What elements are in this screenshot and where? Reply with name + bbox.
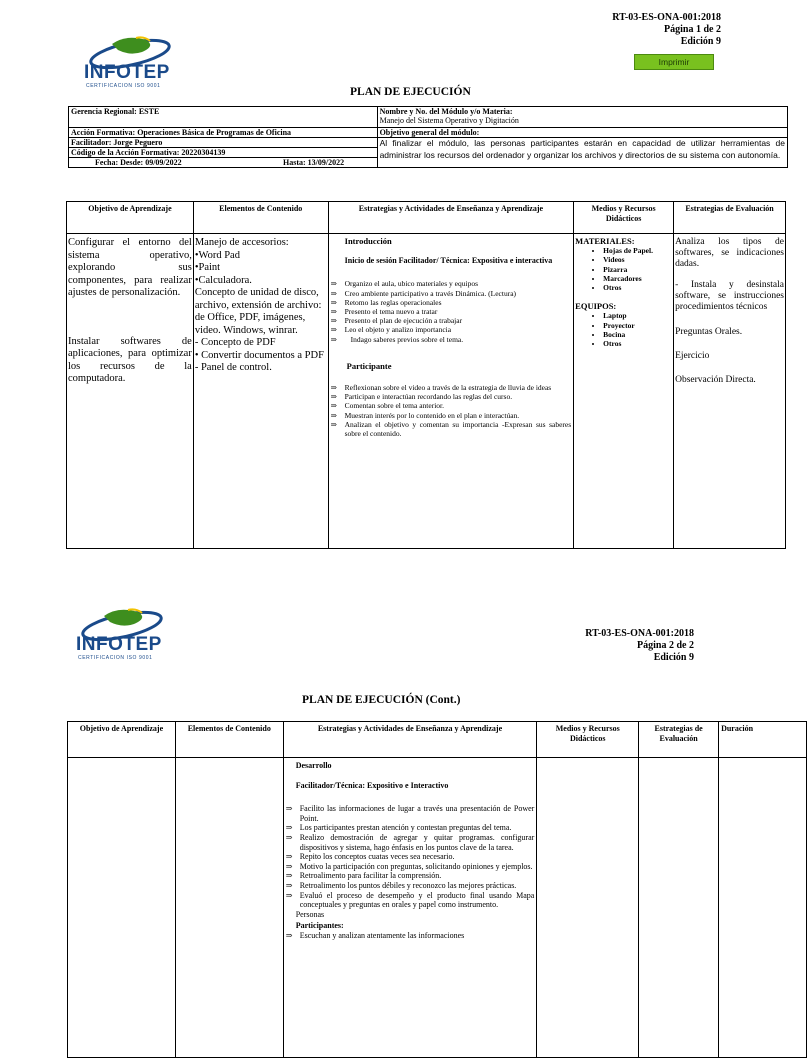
list-item: ⇒ Evaluó el proceso de desempeño y el producto final usando Mapa conceptuales y preguntas en orales y papel como instrumento. [286, 891, 535, 910]
evaluacion-item: Analiza los tipos de softwares, se indicaciones dadas. [675, 237, 784, 269]
fac-title: Facilitador/Técnica: Expositivo e Interactivo [295, 780, 449, 790]
elemento-item: •Word Pad [194, 249, 240, 261]
modulo-value: Manejo del Sistema Operativo y Digitación [379, 116, 519, 125]
modulo-cell [377, 107, 787, 128]
list-item: ⇒ Facilito las informaciones de lugar a través una presentación de Power Point. [286, 804, 535, 823]
list-item: • Otros [603, 283, 672, 292]
list-item: ⇒ Reflexionan sobre el video a través de la estrategia de lluvia de ideas [331, 383, 572, 392]
elemento-item: • Convertir documentos a PDF [194, 349, 324, 361]
codigo-cell: Código de la Acción Formativa: 20220304139 [69, 148, 378, 158]
header-estrategias: Estrategias y Actividades de Enseñanza y Aprendizaje [283, 722, 537, 758]
edition: Edición 9 [680, 36, 721, 47]
facilitador-list [331, 279, 572, 343]
header-objetivo: Objetivo de Aprendizaje [67, 202, 194, 234]
participantes-label: Participantes: [295, 921, 344, 931]
edition: Edición 9 [653, 652, 694, 663]
doc-code: RT-03-ES-ONA-001:2018 [612, 12, 721, 23]
participante-heading: Participante [346, 360, 392, 371]
evaluacion-item: - Instala y desinstala software, se instrucciones procedimientos técnicos [675, 280, 784, 312]
inicio-heading: Inicio de sesión Facilitador/ Técnica: Expositiva e interactiva [344, 256, 553, 266]
logo-text: INFOTEP [84, 62, 170, 83]
elementos-cell [193, 234, 328, 549]
elemento-item: Concepto de unidad de disco, archivo, extensión de archivo: de Office, PDF, imágenes, video. Windows, winrar. [194, 287, 322, 336]
participante-list [331, 383, 572, 438]
header-estrategias: Estrategias y Actividades de Enseñanza y Aprendizaje [328, 202, 574, 234]
objetivo-1: Configurar el entorno del sistema operativo, explorando sus componentes, para realizar ajustes de personalización. [68, 237, 192, 298]
list-item: ⇒ Presento el plan de ejecución a trabajar [331, 316, 572, 325]
page-number: Página 2 de 2 [637, 640, 694, 651]
elemento-item: - Concepto de PDF [194, 337, 276, 348]
list-item: • Hojas de Papel. [603, 246, 672, 255]
duracion-cell-empty [719, 758, 807, 1058]
list-item: ⇒ Retomo las reglas operacionales [331, 298, 572, 307]
fecha-cell [69, 158, 378, 168]
doc-header-page2 [585, 628, 694, 664]
infotep-logo-page2 [76, 604, 166, 664]
estrategias-cell [328, 234, 574, 549]
desarrollo-list [286, 804, 535, 910]
objetivo-label: Objetivo general del módulo: [377, 128, 787, 138]
elemento-item: •Paint [194, 262, 221, 273]
objetivo-cell-empty [68, 758, 176, 1058]
logo-text: INFOTEP [76, 634, 162, 655]
list-item: ⇒ Retroalimento los puntos débiles y reconozco las mejores prácticas. [286, 881, 535, 891]
elementos-cell-empty [175, 758, 283, 1058]
materiales-label: MATERIALES: [575, 236, 635, 246]
info-table [68, 106, 788, 168]
list-item: ⇒ Leo el objeto y analizo importancia [331, 325, 572, 334]
list-item: ⇒ Motivo la participación con preguntas, solicitando opiniones y ejemplos. [286, 862, 535, 872]
fecha-hasta: Hasta: 13/09/2022 [283, 158, 345, 167]
list-item: ⇒ Indago saberes previos sobre el tema. [331, 335, 572, 344]
list-item: ⇒ Participan e interactúan recordando las reglas del curso. [331, 392, 572, 401]
objetivo-text: Al finalizar el módulo, las personas participantes estarán en capacidad de utilizar herramientas de administrar los recursos del ordenador y organizar los archivos y directorios de su sistema con autonomía. [377, 138, 787, 168]
list-item: ⇒ Escuchan y analizan atentamente las informaciones [286, 931, 535, 941]
medios-cell-empty [537, 758, 639, 1058]
medios-cell [574, 234, 674, 549]
list-item: • Laptop [603, 311, 672, 320]
print-button[interactable]: Imprimir [634, 54, 714, 70]
list-item: ⇒ Comentan sobre el tema anterior. [331, 401, 572, 410]
list-item: ⇒ Repito los conceptos cuatas veces sea necesario. [286, 852, 535, 862]
list-item: ⇒ Realizo demostración de agregar y quitar programas. configurar dispositivos y sistema, hago énfasis en los puntos clave de la tarea. [286, 833, 535, 852]
list-item: ⇒ Analizan el objetivo y comentan su importancia -Expresan sus saberes sobre el contenido. [331, 420, 572, 438]
fecha-desde: Fecha: Desde: 09/09/2022 [95, 158, 182, 167]
header-objetivo: Objetivo de Aprendizaje [68, 722, 176, 758]
list-item: • Bocina [603, 330, 672, 339]
list-item: • Marcadores [603, 274, 672, 283]
page-number: Página 1 de 2 [664, 24, 721, 35]
doc-code: RT-03-ES-ONA-001:2018 [585, 628, 694, 639]
facilitador-cell: Facilitador: Jorge Peguero [69, 138, 378, 148]
equipos-list [575, 311, 672, 348]
list-item: • Proyector [603, 321, 672, 330]
list-item: • Videos [603, 255, 672, 264]
header-medios: Medios y Recursos Didácticos [574, 202, 674, 234]
elemento-item: - Panel de control. [194, 362, 272, 373]
evaluacion-cell-empty [639, 758, 719, 1058]
plan-table-page1 [66, 201, 786, 549]
doc-header-page1 [612, 12, 721, 48]
header-elementos: Elementos de Contenido [175, 722, 283, 758]
accion-cell: Acción Formativa: Operaciones Básica de Programas de Oficina [69, 128, 378, 138]
evaluacion-item: Preguntas Orales. [675, 327, 743, 337]
page-title: PLAN DE EJECUCIÓN [350, 86, 471, 98]
equipos-label: EQUIPOS: [575, 301, 617, 312]
gerencia-cell: Gerencia Regional: ESTE [69, 107, 378, 128]
header-evaluacion: Estrategias de Evaluación [639, 722, 719, 758]
header-elementos: Elementos de Contenido [193, 202, 328, 234]
elemento-item: Manejo de accesorios: [194, 237, 289, 248]
list-item: ⇒ Creo ambiente participativo a través Dinámica. (Lectura) [331, 289, 572, 298]
evaluacion-item: Observación Directa. [675, 375, 756, 385]
evaluacion-cell [674, 234, 786, 549]
list-item: • Otros [603, 339, 672, 348]
objetivo-2: Instalar softwares de aplicaciones, para optimizar los recursos de la computadora. [68, 335, 192, 384]
list-item: ⇒ Organizo el aula, ubico materiales y equipos [331, 279, 572, 288]
intro-heading: Introducción [344, 236, 392, 246]
desarrollo-heading: Desarrollo [295, 761, 332, 770]
evaluacion-item: Ejercicio [675, 351, 710, 361]
list-item: ⇒ Retroalimento para facilitar la comprensión. [286, 871, 535, 881]
header-evaluacion: Estrategias de Evaluación [674, 202, 786, 234]
desarrollo-cell [283, 758, 537, 1058]
logo-cert: CERTIFICACION ISO 9001 [86, 83, 161, 89]
list-item: ⇒ Los participantes prestan atención y contestan preguntas del tema. [286, 823, 535, 833]
list-item: ⇒ Presento el tema nuevo a tratar [331, 307, 572, 316]
plan-table-page2 [67, 721, 807, 1058]
list-item: ⇒ Muestran interés por lo contenido en el plan e interactúan. [331, 411, 572, 420]
elemento-item: •Calculadora. [194, 274, 252, 286]
participantes-list [286, 931, 535, 941]
page-title-cont: PLAN DE EJECUCIÓN (Cont.) [302, 694, 461, 706]
logo-cert: CERTIFICACION ISO 9001 [78, 655, 153, 661]
header-duracion: Duración [719, 722, 807, 758]
objetivo-cell [67, 234, 194, 549]
personas-label: Personas [295, 909, 325, 919]
infotep-logo [84, 32, 174, 92]
list-item: • Pizarra [603, 265, 672, 274]
header-medios: Medios y Recursos Didácticos [537, 722, 639, 758]
modulo-label: Nombre y No. del Módulo y/o Materia: [379, 107, 513, 116]
materiales-list [575, 246, 672, 292]
